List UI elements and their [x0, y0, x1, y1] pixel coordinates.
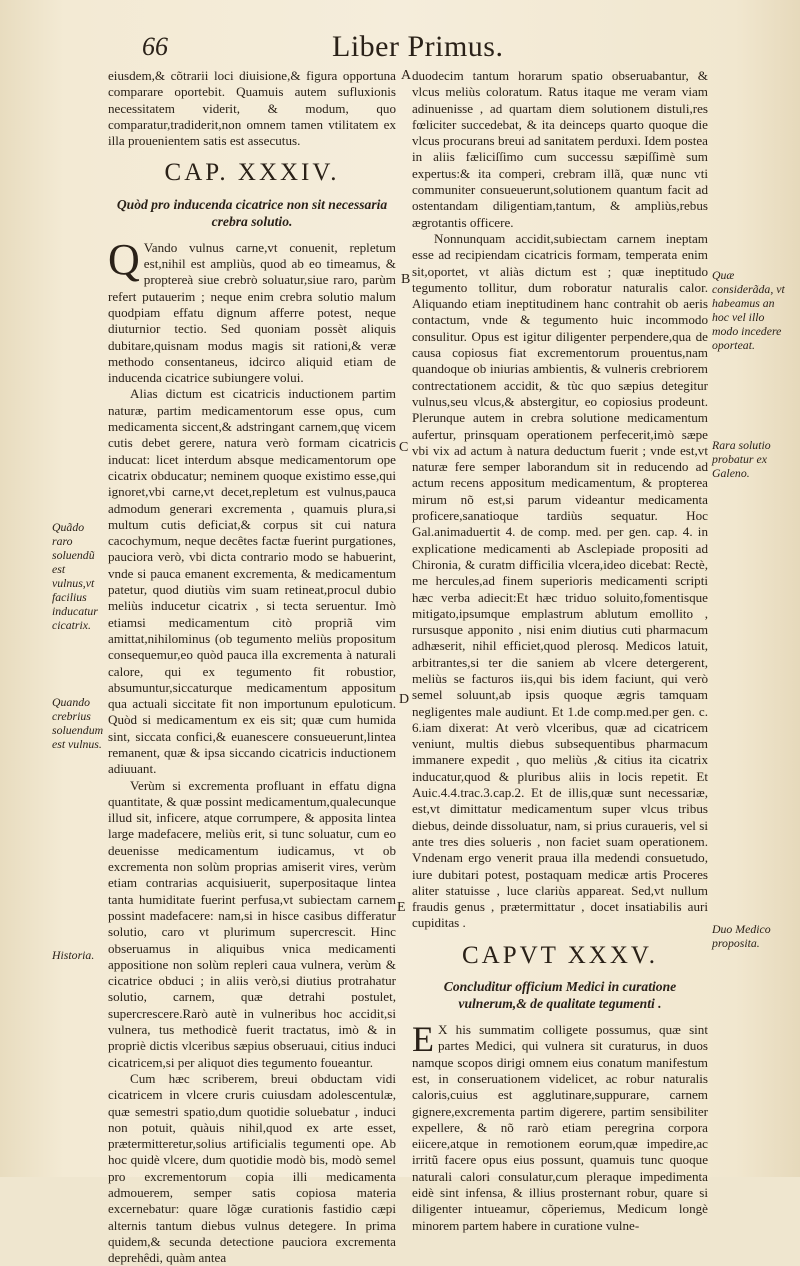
page-number: 66: [142, 32, 168, 61]
section-letter-c: C: [399, 440, 409, 455]
paragraph: [412, 1019, 708, 1234]
margin-note: Quæ considerãda, vt habeamus an hoc vel illo modo incedere oporteat.: [712, 268, 785, 352]
text-column-left: [108, 68, 396, 1266]
paragraph: duodecim tantum horarum spatio obseruabantur, & vlcus meliùs coloratum. Ratus itaque me veram viam adinuenisse , ad quartam diem solutionem distuli,res fœliciter succedebat, & ita deinceps quarto quoque die vlcus procurans breui ad sanitatem perduxi. Idem postea in aliis fæliciſſimo cum successu sæpiſſimè sum expertus:& ita comperi, crebram illã, quæ nunc vti communiter consueuerunt,solutionem quantum facit ad ostentandam diligentiam,tantum, & ampliùs,rebus ægrotantis officere.: [412, 68, 708, 230]
chapter-heading: CAP. XXXIV.: [164, 159, 340, 187]
margin-note: Duo Medico proposita.: [712, 922, 771, 950]
chapter-subtitle: Concluditur officium Medici in curatione vulnerum,& de qualitate tegumenti .: [443, 979, 677, 1012]
paragraph: Cum hæc scriberem, breui obductam vidi cicatricem in vlcere cruris cuiusdam adolescentulæ, quæ semestri spatio,dum quotidie soluebatur , induci non potuit, quàuis nihil,quod ex arte esset, prætermitteretur,solius artificialis tegumenti ope. Ab hoc quidè vlcere, dum quotidie modò bis, modò semel pro excrementorum copia illi medicamenta admouerem, semper satis copiosa materia excernebatur: quare lõgæ curationis fastidio cæpi alternis tantum diebus vulnus detegere. In prima quidem,& secunda detectione pauciora excrementa deprehêdi, quàm antea: [108, 1070, 396, 1266]
paragraph: [108, 234, 396, 387]
text-column-right: [412, 68, 708, 1234]
section-letter-d: D: [399, 692, 410, 707]
chapter-heading: CAPVT XXXV.: [461, 941, 658, 969]
paragraph: Alias dictum est cicatricis inductionem partim naturæ, partim medicamentorum esse opus, cum medicamenta siccent,& adstringant carnem,quę vicem cutis debet gerere, natura verò formam cicatricis inducat: licet interdum absque medicamentorum ope cicatrix obducatur; neminem quoque existimo esse,qui ignoret,vbi carne,vt decet,repletum est vulnus,pauca admodum generari excrementa , quamuis plura,si multum cutis deficiat,& corpus sit cui natura cacochymum, neque decêtes factæ fuerint purgationes, pauciora verò, vbi dicta contrario modo se habuerint, vnde si pauca emanent excrementa, & medicamentum patetur, quod diutiùs vim suam retineat,procul dubio meliùs inducetur cicatrix , si tecta seruentur. Imò etiamsi medicamentum citò propriã vim amittat,nihilominus (ob tegumento meliùs propositum consequemur,eo quòd pauca illa excrementa à naturali calore, qui ex tegumento fit robustior, absumuntur,siccaturque medicamentum appositum qua actuali siccitate fit non importunum epuloticum. Quòd si medicamentum ex eis sit; quæ cum humida sint, siccata confici,& euanescere consueuerunt,lintea remanent, quæ & ipsa siccando cicatricis inductionem adiuuant.: [108, 386, 396, 777]
paragraph: eiusdem,& cõtrarii loci diuisione,& figura opportuna comparare oportebit. Quamuis autem sufluxionis necessitatem viderit, & modum, quo comparatur,tradiderit,non omnem tamen vtilitatem ex illa prouenientem satis est assecutus.: [108, 68, 396, 149]
page-header: [0, 30, 800, 66]
paragraph-text: X his summatim colligete possumus, quæ sint partes Medici, qui vulnera sit curaturus, in duos namque scopos dirigi omnem eius conatum manifestum est, in conseruationem videlicet, ac robur naturalis caloris,cuius est agglutinare,suppurare, carnem gignere,excrementa partim digerere, partim sensibiliter expellere, & nõ rarò etiam peregrina corpora eiicere,atque in remotionem eorum,quæ impedire,ac irritũ facere opus eius possunt, quamuis tunc quoque naturali calori consulatur,cum pleraque impedimenta eidè sint infensa, & illius prosternant robur, quare si diligenter intueamur, cõperiemus, Medicum longè minorem partem habere in curatione vulne-: [412, 1022, 708, 1233]
margin-note: Rara solutio probatur ex Galeno.: [712, 438, 771, 480]
drop-cap: Q: [108, 234, 140, 284]
paragraph: Nonnunquam accidit,subiectam carnem ineptam esse ad recipiendam cicatricis formam, temperata enim sit,oportet, vt aliàs dictum est ; quæ ineptitudo tegumento tollitur, dum roboratur naturalis calor. Aliquando etiam ineptitudinem hanc contrahit ob aeris contactum, vnde & tegumento huic incommodo consulitur. Opus est igitur diligenter perpendere,qua de causa copiosus fiat excrementorum prouentus,nam quandoque ob iniurias ambientis, & vulneris crebriorem contrectationem accidit, & tùc quo sæpius detegitur vulnus,seu vlcus,& abstergitur, eo copiosius prodeunt. Plerunque autem in crebra solutione medicamentum aufertur, prinsquam operationem perfecerit,imò sæpe vbi vix ad actum à natura deductum fuerit ; vnde est,vt naturæ fere semper laborandum sit in reducendo ad actum recens appositum medicamentum, & propterea mirum nõ est,si parum videantur medicamenta proficere,sanatioque tardiùs sequatur. Hoc Gal.animaduertit 4. de comp. med. per gen. cap. 4. in explicatione medicamenti ab Asclepiade propositi ad Chironia, & curatm difficilia vlcera,ideo dicebat: Rectè, me hercules,ad finem superioris medicamenti scripti hæc verba adiecit:Et hæc triduo soluito,fomentisque mitigato,ipsumque emplastrum ablutum emollito , rursusque apponito , nisi enim diutius cuti pharmacum adhæserit, nihil efficiet,quod plerosq. Medicos latuit, arbitrantes,si ter die saniem ab vlcere detergerent, meliùs se facturos iis,qui bis idem faciunt, qui verò semel soluunt,ab ipsis quoque ægris tamquam negligentes male audiunt. Et 1.de comp.med.per gen. c. 6.iam dixerat: At verò vlceribus, quæ ad cicatricem veniunt, multis diebus subsequentibus pharmacum immanere expedit , quo meliùs ,& citius ita cicatrix inducatur,quod & pluribus aliis in locis repetit. Et Auic.4.4.trac.3.cap.2. Et de illis,quæ sunt necessariæ, est,vt dimittatur medicamentum super vlcus tribus diebus, deinde dissoluatur, nam, si prius curaueris, vel si ante tres dies solueris , non faciet suam operationem. Vndenam ergo venerit praua illa medendi consuetudo, iure dubitari potest, postaquam medicæ artis Proceres aliter statuisse , luce clariùs appareat. Sed,vt nullum fraudis genus , prætermittatur , docet insatiabilis auri cupiditas .: [412, 230, 708, 931]
paragraph: Verùm si excrementa profluant in effatu digna quantitate, & quæ possint medicamentum,qualecunque illud sit, inficere, atque corrumpere, & apposita lintea large madefacere, meliùs erit, si tunc soluatur, cum eo deuenisse medicamentum iudicamus, vt ob excrementa non solùm proprias amiserit vires, verùm etiam contrarias acquisiuerit, superpositaque lintea tanta humiditate fuerint perfusa,vt subiectam carnem possint madefacere: nam,si in hisce casibus differatur solutio, caro vt plurimum supercrescit. Hinc obseruamus in aliquibus vnica medicamenti appositione non solùm repleri caua vulnera, verùm & cicatrice obduci ; in aliis verò,si diutius protrahatur solutio, carnem, quæ detrahi postulet, supercrescere.Rarò autè in vulneribus hoc accidit,si vulnera, tus methodicè fuerit tractatus, imò & in propriè dictis vlceribus sæpius obseruaui, citius induci cicatricem,si per aliquot dies tegumento foueantur.: [108, 777, 396, 1070]
section-letter-e: E: [397, 900, 406, 915]
margin-note: Quando crebrius soluendum est vulnus.: [52, 695, 104, 751]
section-letter-b: B: [401, 272, 411, 287]
running-head: Liber Primus.: [332, 30, 504, 63]
drop-cap: E: [412, 1019, 434, 1060]
margin-note: Quãdo raro soluendũ est vulnus,vt facilius inducatur cicatrix.: [52, 520, 98, 632]
margin-note: Historia.: [52, 948, 95, 962]
section-letter-a: A: [401, 68, 412, 83]
paragraph-text: Vando vulnus carne,vt conuenit, repletum est,nihil est ampliùs, quod ab eo timeamus, & proptereà siue crebrò soluatur,siue raro, parùm refert putauerim ; neque enim crebra solutio malum quodpiam effatu dignum afferre potest, neque diuturnior tectio. Sed quoniam possèt aliquis dubitare,quisnam modus magis sit rationi,& veræ methodo consentaneus, idcirco aliquid etiam de inducenda cicatrice subiungere volui.: [108, 239, 396, 386]
chapter-subtitle: Quòd pro inducenda cicatrice non sit necessaria crebra solutio.: [116, 196, 388, 229]
